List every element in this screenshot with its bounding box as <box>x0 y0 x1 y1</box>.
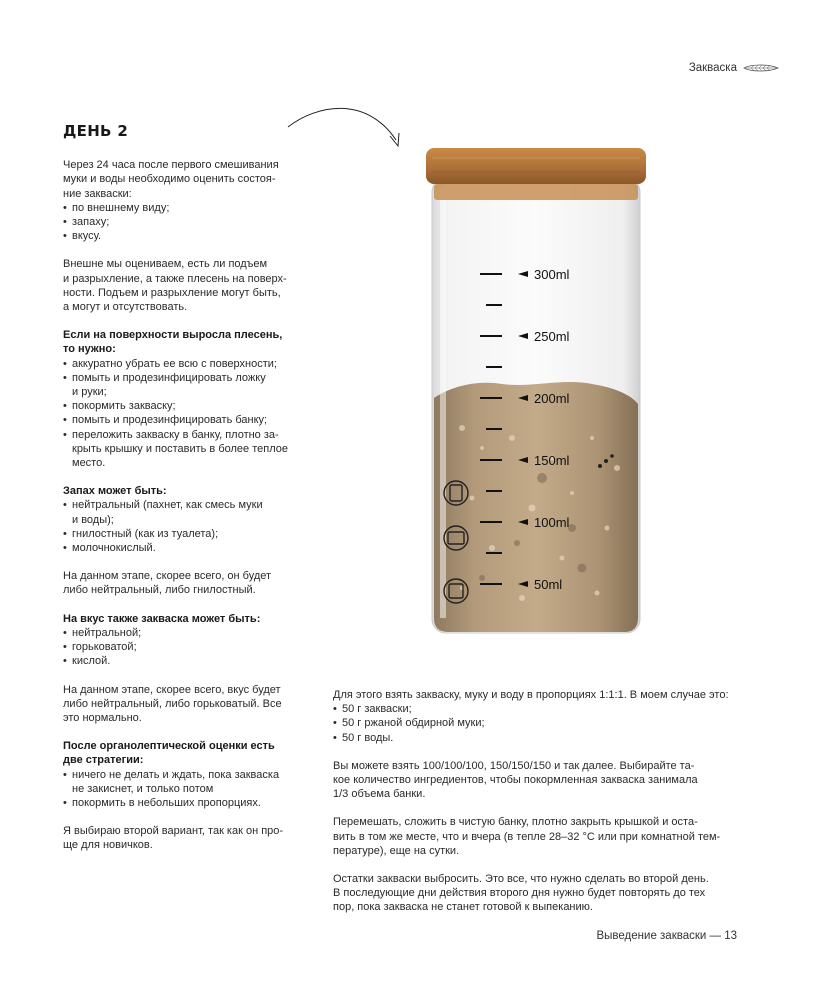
text-line: Я выбираю второй вариант, так как он про- <box>63 825 284 838</box>
text-line: Остатки закваски выбросить. Это все, что нужно сделать во второй день. <box>333 873 709 886</box>
list-item: • молочнокислый. <box>63 541 303 555</box>
list-item: • 50 г ржаной обдирной муки; <box>333 716 738 730</box>
mold-block <box>63 328 303 470</box>
list-item: • горьковатой; <box>63 640 303 654</box>
intro-list <box>63 201 303 244</box>
list-item: • гнилостный (как из туалета); <box>63 527 303 541</box>
text-line: ще для новичков. <box>63 839 153 852</box>
list-item: • кислой. <box>63 654 303 668</box>
text-line: Перемешать, сложить в чистую банку, плотно закрыть крышкой и оста- <box>333 816 698 829</box>
smell-heading: Запах может быть: <box>63 485 167 498</box>
list-item: • 50 г воды. <box>333 731 738 745</box>
jar-illustration <box>422 148 650 638</box>
mix-paragraph <box>333 815 738 858</box>
right-column <box>333 688 738 929</box>
text-line: и разрыхление, а также плесень на поверх- <box>63 272 287 285</box>
list-item: • ничего не делать и ждать, пока закваска не закиснет, и только потом <box>63 768 303 796</box>
text-line: то нужно: <box>63 343 116 356</box>
list-item: • запаху; <box>63 215 303 229</box>
strategy-block <box>63 739 303 810</box>
scale-label-100: 100ml <box>534 515 570 530</box>
mold-list <box>63 357 303 471</box>
options-paragraph <box>333 759 738 802</box>
text-line: Вы можете взять 100/100/100, 150/150/150 и так далее. Выбирайте та- <box>333 759 695 772</box>
text-line: После органолептической оценки есть <box>63 740 275 753</box>
rest-paragraph <box>333 872 738 915</box>
list-item: • помыть и продезинфицировать ложку и руки; <box>63 371 303 399</box>
smell-list <box>63 498 303 555</box>
text-line: это нормально. <box>63 711 142 724</box>
taste-list <box>63 626 303 669</box>
scale-label-300: 300ml <box>534 267 570 282</box>
taste-note <box>63 683 303 726</box>
proportions-block <box>333 688 738 745</box>
list-item: • по внешнему виду; <box>63 201 303 215</box>
list-item: • покормить закваску; <box>63 399 303 413</box>
strategy-list <box>63 768 303 811</box>
text-line: вить в том же месте, что и вчера (в тепле 28–32 °С или при комнатной тем- <box>333 830 721 843</box>
list-item: • аккуратно убрать ее всю с поверхности; <box>63 357 303 371</box>
text-line: 1/3 объема банки. <box>333 788 426 801</box>
intro-block <box>63 158 303 243</box>
scale-label-50: 50ml <box>534 577 563 592</box>
header-title: Закваска <box>688 62 737 74</box>
text-line: ние закваски: <box>63 187 132 200</box>
curved-arrow-icon <box>286 100 416 160</box>
scale-label-250: 250ml <box>534 329 570 344</box>
list-item: • нейтральной; <box>63 626 303 640</box>
text-line: Через 24 часа после первого смешивания <box>63 159 279 172</box>
list-item: • переложить закваску в банку, плотно за- крыть крышку и поставить в более теплое место. <box>63 428 303 471</box>
text-line: ности. Подъем и разрыхление могут быть, <box>63 286 281 299</box>
text-line: а могут и отсутствовать. <box>63 301 188 314</box>
text-line: Внешне мы оцениваем, есть ли подъем <box>63 258 268 271</box>
starter-contents <box>434 382 638 632</box>
proportions-list <box>333 702 738 745</box>
text-line: пор, пока закваска не станет готовой к выпеканию. <box>333 901 593 914</box>
strategy-heading <box>63 739 303 767</box>
text-line: пературе), еще на сутки. <box>333 844 460 857</box>
list-item: • 50 г закваски; <box>333 702 738 716</box>
taste-block <box>63 612 303 669</box>
proportions-text: Для этого взять закваску, муку и воду в пропорциях 1:1:1. В моем случае это: <box>333 689 729 701</box>
scale-label-200: 200ml <box>534 391 570 406</box>
taste-heading: На вкус также закваска может быть: <box>63 612 261 625</box>
jar-lid-base <box>434 184 638 200</box>
smell-block <box>63 484 303 555</box>
jar-reflection <box>440 188 446 618</box>
page-footer: Выведение закваски — 13 <box>596 930 737 942</box>
text-line: На данном этапе, скорее всего, он будет <box>63 570 272 583</box>
mold-heading <box>63 328 303 356</box>
jar-lid <box>426 148 646 184</box>
wheat-leaf-icon <box>743 63 779 73</box>
appearance-paragraph <box>63 257 303 314</box>
left-column <box>63 124 303 867</box>
list-item: • покормить в небольших пропорциях. <box>63 796 303 810</box>
text-line: В последующие дни действия второго дня нужно будет повторять до тех <box>333 887 706 900</box>
text-line: две стратегии: <box>63 754 144 767</box>
day-title: ДЕНЬ 2 <box>63 122 129 140</box>
text-line: Если на поверхности выросла плесень, <box>63 329 283 342</box>
text-line: либо нейтральный, либо горьковатый. Все <box>63 697 282 710</box>
list-item: • вкусу. <box>63 229 303 243</box>
smell-note <box>63 569 303 597</box>
intro-paragraph <box>63 158 303 201</box>
text-line: либо нейтральный, либо гнилостный. <box>63 584 256 597</box>
text-line: На данном этапе, скорее всего, вкус будет <box>63 683 281 696</box>
running-header <box>689 62 779 74</box>
list-item: • помыть и продезинфицировать банку; <box>63 413 303 427</box>
list-item: • нейтральный (пахнет, как смесь муки и воды); <box>63 498 303 526</box>
choice-paragraph <box>63 824 303 852</box>
text-line: муки и воды необходимо оценить состоя- <box>63 173 276 186</box>
text-line: кое количество ингредиентов, чтобы покормленная закваска занимала <box>333 774 698 787</box>
scale-label-150: 150ml <box>534 453 570 468</box>
